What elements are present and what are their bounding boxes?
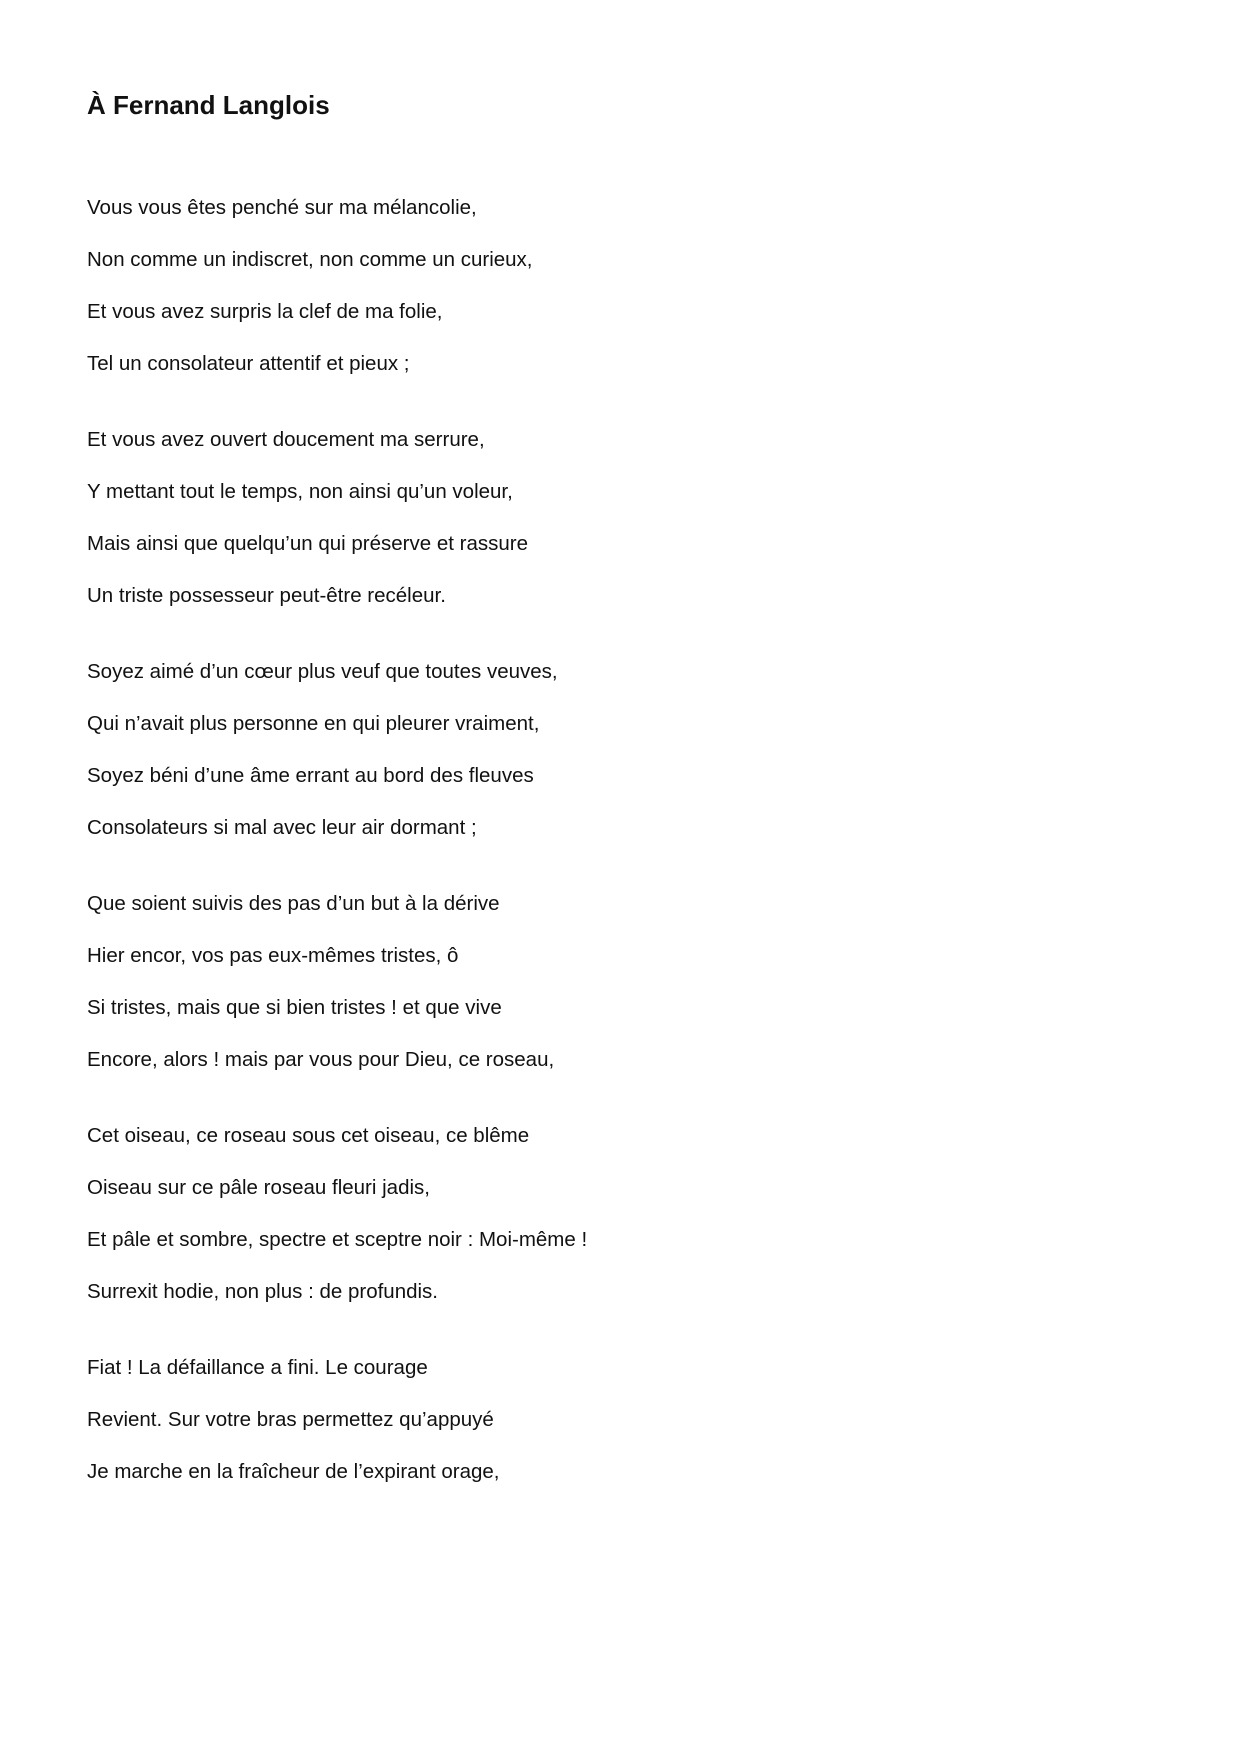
poem-line: Hier encor, vos pas eux-mêmes tristes, ô: [87, 944, 459, 967]
poem-line: Surrexit hodie, non plus : de profundis.: [87, 1280, 438, 1303]
poem-line: Tel un consolateur attentif et pieux ;: [87, 352, 410, 375]
poem-title: À Fernand Langlois: [87, 90, 330, 120]
stanza-3: [87, 659, 587, 841]
poem-body: [87, 195, 587, 1535]
poem-line: Cet oiseau, ce roseau sous cet oiseau, ce blême: [87, 1124, 530, 1147]
stanza-1: [87, 195, 587, 377]
poem-line: Y mettant tout le temps, non ainsi qu’un voleur,: [87, 480, 513, 503]
poem-line: Qui n’avait plus personne en qui pleurer vraiment,: [87, 712, 540, 735]
stanza-6: [87, 1355, 587, 1485]
poem-line: Oiseau sur ce pâle roseau fleuri jadis,: [87, 1176, 430, 1199]
poem-line: Et vous avez surpris la clef de ma folie,: [87, 300, 443, 323]
poem-line: Que soient suivis des pas d’un but à la dérive: [87, 892, 500, 915]
stanza-5: [87, 1123, 587, 1305]
poem-line: Et vous avez ouvert doucement ma serrure,: [87, 428, 485, 451]
stanza-2: [87, 427, 587, 609]
poem-line: Et pâle et sombre, spectre et sceptre noir : Moi-même !: [87, 1228, 588, 1251]
poem-line: Encore, alors ! mais par vous pour Dieu, ce roseau,: [87, 1048, 555, 1071]
poem-line: Non comme un indiscret, non comme un curieux,: [87, 248, 533, 271]
poem-line: Je marche en la fraîcheur de l’expirant orage,: [87, 1460, 500, 1483]
poem-line: Vous vous êtes penché sur ma mélancolie,: [87, 196, 477, 219]
poem-line: Soyez béni d’une âme errant au bord des fleuves: [87, 764, 534, 787]
poem-line: Soyez aimé d’un cœur plus veuf que toutes veuves,: [87, 660, 558, 683]
poem-line: Revient. Sur votre bras permettez qu’appuyé: [87, 1408, 494, 1431]
poem-line: Un triste possesseur peut-être recéleur.: [87, 584, 446, 607]
stanza-4: [87, 891, 587, 1073]
poem-line: Si tristes, mais que si bien tristes ! et que vive: [87, 996, 502, 1019]
poem-line: Mais ainsi que quelqu’un qui préserve et rassure: [87, 532, 529, 555]
poem-line: Consolateurs si mal avec leur air dormant ;: [87, 816, 477, 839]
poem-line: Fiat ! La défaillance a fini. Le courage: [87, 1356, 428, 1379]
